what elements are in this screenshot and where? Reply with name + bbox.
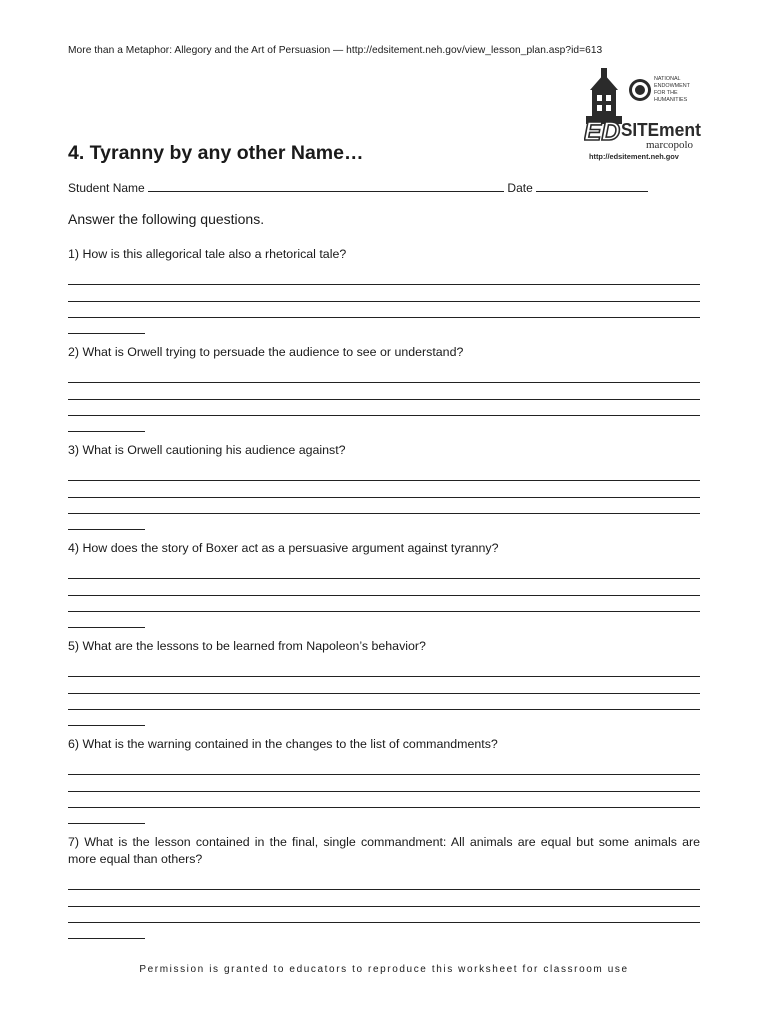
date-label: Date [507,181,533,195]
answer-line[interactable] [68,383,700,399]
question-block [68,344,700,432]
brand-partner: marcopolo [646,139,694,151]
answer-line[interactable] [68,792,700,808]
question-text: 4) How does the story of Boxer act as a persuasive argument against tyranny? [68,541,499,555]
answer-line[interactable] [68,481,700,497]
question-block [68,442,700,530]
student-name-field[interactable] [148,180,504,192]
question-block [68,540,700,628]
brand-site: SITE [621,120,659,140]
answer-line[interactable] [68,416,145,432]
answer-line[interactable] [68,563,700,579]
date-field[interactable] [536,180,648,192]
answer-line[interactable] [68,367,700,383]
answer-line[interactable] [68,269,700,285]
brand-ed: ED [584,116,621,146]
question-block [68,736,700,824]
answer-line[interactable] [68,579,700,595]
agency-line1: NATIONAL [654,76,681,82]
answer-line[interactable] [68,874,700,890]
answer-line[interactable] [68,596,700,612]
question-text: 2) What is Orwell trying to persuade the audience to see or understand? [68,345,464,359]
student-info-row [68,180,648,195]
header-citation: More than a Metaphor: Allegory and the Art of Persuasion — http://edsitement.neh.gov/view_lesson_plan.asp?id=613 [68,45,603,56]
question-text: 1) How is this allegorical tale also a rhetorical tale? [68,247,347,261]
answer-line[interactable] [68,775,700,791]
edsitement-logo [584,64,702,162]
question-block [68,246,700,334]
answer-line[interactable] [68,759,700,775]
brand-url: http://edsitement.neh.gov [589,152,679,161]
permission-footer: Permission is granted to educators to reproduce this worksheet for classroom use [139,964,629,975]
brand-ment: ment [659,120,701,140]
answer-line[interactable] [68,400,700,416]
question-block [68,834,700,939]
agency-line2: ENDOWMENT [654,83,690,89]
instructions: Answer the following questions. [68,211,265,227]
question-text: 3) What is Orwell cautioning his audience against? [68,443,346,457]
answer-line[interactable] [68,514,145,530]
question-text: 6) What is the warning contained in the changes to the list of commandments? [68,737,498,751]
answer-line[interactable] [68,808,145,824]
answer-line[interactable] [68,907,700,923]
answer-line[interactable] [68,318,145,334]
answer-line[interactable] [68,710,145,726]
worksheet-title: 4. Tyranny by any other Name… [68,142,364,164]
answer-line[interactable] [68,890,700,906]
question-block [68,638,700,726]
answer-line[interactable] [68,694,700,710]
answer-line[interactable] [68,923,145,939]
answer-line[interactable] [68,677,700,693]
student-name-label: Student Name [68,181,145,195]
neh-seal-icon [629,79,651,101]
answer-line[interactable] [68,498,700,514]
question-text: 5) What are the lessons to be learned from Napoleon’s behavior? [68,639,426,653]
question-text: 7) What is the lesson contained in the final, single commandment: All animals are equal but some animals are more equal than others? [68,835,700,866]
answer-line[interactable] [68,661,700,677]
answer-line[interactable] [68,302,700,318]
answer-line[interactable] [68,285,700,301]
answer-line[interactable] [68,465,700,481]
agency-line3: FOR THE [654,90,678,96]
answer-line[interactable] [68,612,145,628]
agency-line4: HUMANITIES [654,97,688,103]
